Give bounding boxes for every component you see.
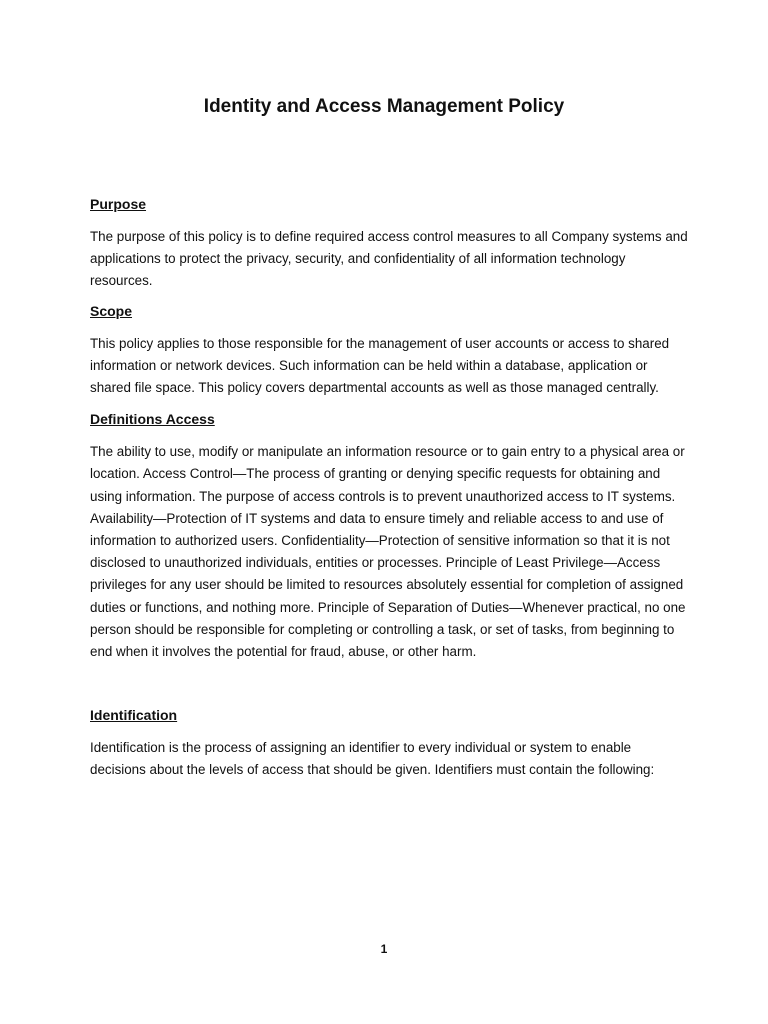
- section-heading-identification: Identification: [90, 707, 178, 724]
- document-title: Identity and Access Management Policy: [203, 96, 565, 117]
- document-content: [90, 194, 690, 782]
- section-body-scope: This policy applies to those responsible for the management of user accounts or access to shared information or network devices. Such information can be held within a database, application or shared file space. This policy covers departmental accounts as well as those managed centrally.: [90, 335, 670, 396]
- section-body-identification: Identification is the process of assigning an identifier to every individual or system to enable decisions about the levels of access that should be given. Identifiers must contain the following:: [90, 740, 655, 778]
- page-number: 1: [380, 942, 388, 956]
- section-body-purpose: The purpose of this policy is to define required access control measures to all Company systems and applications to protect the privacy, security, and confidentiality of all information technology resources.: [90, 229, 688, 289]
- section-heading-definitions-access: Definitions Access: [90, 411, 215, 428]
- section-heading-purpose: Purpose: [90, 196, 147, 212]
- section-body-definitions-access: The ability to use, modify or manipulate an information resource or to gain entry to a physical area or location. Access Control—The process of granting or denying specific requests for obtaining and using information. The purpose of access controls is to prevent unauthorized access to IT systems. Availability—Protection of IT systems and data to ensure timely and reliable access to and use of information to authorized users. Confidentiality—Protection of sensitive information so that it is not disclosed to unauthorized individuals, entities or processes. Principle of Least Privilege—Access privileges for any user should be limited to resources absolutely essential for completion of assigned duties or functions, and nothing more. Principle of Separation of Duties—Whenever practical, no one person should be responsible for completing or controlling a task, or set of tasks, from beginning to end when it involves the potential for fraud, abuse, or other harm.: [90, 444, 686, 660]
- section-heading-scope: Scope: [90, 302, 133, 319]
